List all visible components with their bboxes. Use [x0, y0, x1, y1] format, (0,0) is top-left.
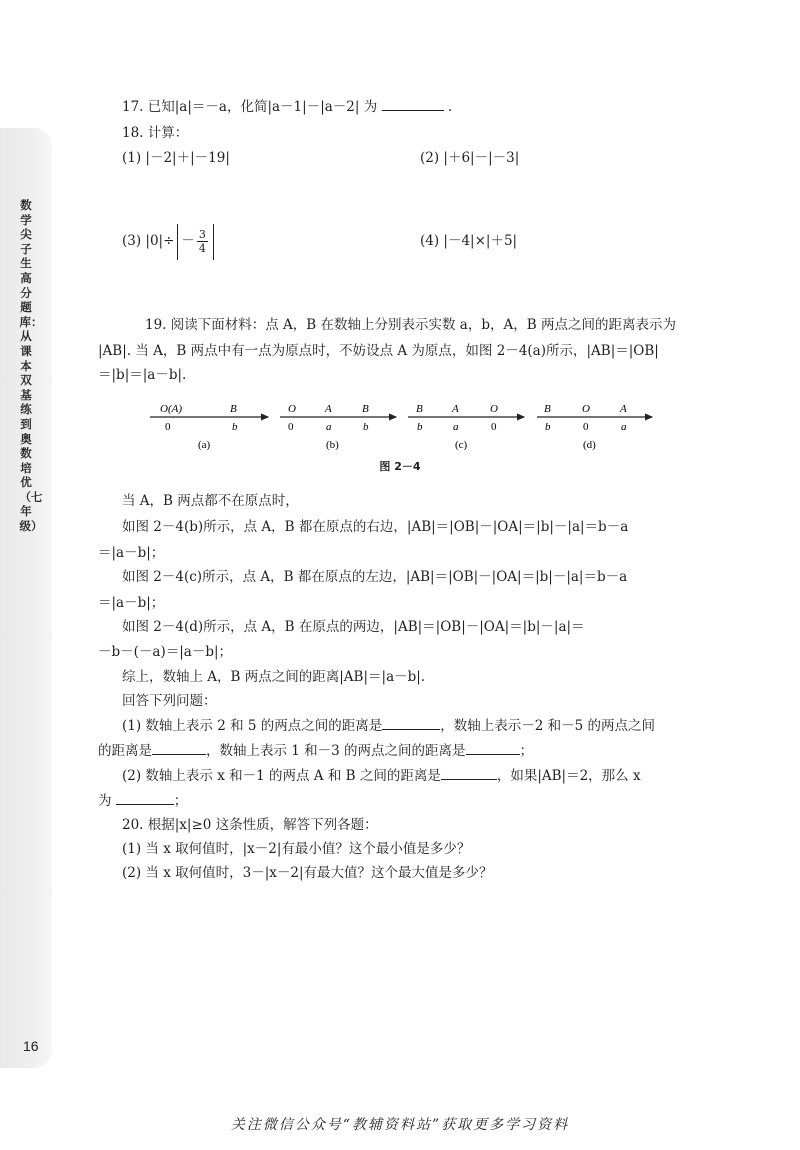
panel-label: (a)	[198, 439, 211, 451]
point-label: O	[490, 403, 498, 415]
point-label: A	[452, 403, 459, 415]
q19-answer-1-line2: 的距离是 ，数轴上表示 1 和－3 的两点之间的距离是 ；	[98, 743, 534, 759]
q19-line7: 如图 2－4(c)所示，点 A，B 都在原点的左边，|AB|＝|OB|－|OA|＝|b|－|a|＝b－a	[122, 569, 628, 585]
sidebar-book-title: 数学尖子生高分题库：从课本双基练到奥数培优（七年级）	[19, 198, 43, 534]
q19-intro-line3: ＝|b|＝|a－b|.	[98, 367, 187, 383]
value-label: b	[363, 421, 369, 433]
q19-summary: 综上，数轴上 A，B 两点之间的距离|AB|＝|a－b|.	[122, 669, 426, 685]
point-label: O	[582, 403, 590, 415]
point-label: A	[620, 403, 627, 415]
value-label: a	[453, 421, 459, 433]
answer-blank	[441, 767, 497, 780]
value-label: b	[232, 421, 238, 433]
value-label: 0	[583, 421, 589, 433]
q19-line5: 如图 2－4(b)所示，点 A，B 都在原点的右边，|AB|＝|OB|－|OA|＝|b|－|a|＝b－a	[122, 519, 629, 535]
q19-answer-2-line2: 为 ；	[98, 793, 188, 809]
point-label: O	[288, 403, 296, 415]
q20-part-2: (2) 当 x 取何值时，3－|x－2|有最大值？这个最大值是多少？	[122, 865, 493, 881]
q19-intro-line2: |AB|. 当 A，B 两点中有一点为原点时，不妨设点 A 为原点，如图 2－4(a)所示，|AB|＝|OB|	[98, 343, 659, 359]
q20-part-1: (1) 当 x 取何值时，|x－2|有最小值？这个最小值是多少？	[122, 841, 471, 857]
q19-answer-1-line1: (1) 数轴上表示 2 和 5 的两点之间的距离是 ，数轴上表示－2 和－5 的两点之间	[122, 718, 656, 734]
number-line-figure	[0, 398, 800, 458]
number-line-c	[408, 403, 524, 451]
value-label: b	[417, 421, 423, 433]
point-label: B	[416, 403, 423, 415]
q18-part-3: (3) |0|÷ － $\frac{3}{4}$	[122, 222, 217, 260]
q19-line4: 当 A，B 两点都不在原点时，	[122, 493, 299, 509]
q19-answer-2-line1: (2) 数轴上表示 x 和－1 的两点 A 和 B 之间的距离是 ，如果|AB|＝2，那么 x	[122, 768, 641, 784]
number-line-b	[280, 403, 396, 451]
q19-line9: 如图 2－4(d)所示，点 A，B 在原点的两边，|AB|＝|OB|－|OA|＝|b|－|a|＝	[122, 619, 585, 635]
q19-line10: －b－(－a)＝|a－b|；	[98, 644, 233, 660]
page-number: 16	[23, 1038, 39, 1054]
point-label: B	[230, 403, 237, 415]
value-label: a	[621, 421, 627, 433]
answer-blank	[152, 742, 206, 755]
q18-part-2: (2) |＋6|－|－3|	[420, 150, 520, 166]
point-label: B	[544, 403, 551, 415]
number-line-a	[150, 403, 268, 451]
answer-blank	[116, 792, 174, 805]
point-label: A	[325, 403, 332, 415]
question-20: 20. 根据|x|≥0 这条性质，解答下列各题：	[122, 817, 378, 833]
q19-intro-line1: 19. 阅读下面材料：点 A，B 在数轴上分别表示实数 a，b，A，B 两点之间的距离表示为	[145, 317, 676, 333]
number-line-d	[537, 403, 652, 451]
answer-blank	[382, 98, 444, 111]
value-label: 0	[288, 421, 294, 433]
point-label: B	[362, 403, 369, 415]
q18-part-4: (4) |－4|×|＋5|	[420, 233, 518, 249]
q19-line8: ＝|a－b|；	[98, 595, 165, 611]
value-label: 0	[491, 421, 497, 433]
q18-part-1: (1) |－2|＋|－19|	[122, 150, 230, 166]
panel-label: (d)	[583, 439, 596, 451]
panel-label: (b)	[326, 439, 339, 451]
footer-watermark: 关注微信公众号“教辅资料站”获取更多学习资料	[230, 1117, 570, 1133]
answer-blank	[466, 742, 520, 755]
value-label: b	[545, 421, 551, 433]
value-label: 0	[165, 421, 171, 433]
q19-prompt: 回答下列问题：	[122, 693, 217, 709]
figure-caption: 图 2－4	[379, 460, 421, 473]
panel-label: (c)	[455, 439, 468, 451]
question-18-title: 18. 计算：	[122, 125, 189, 141]
q19-line6: ＝|a－b|；	[98, 545, 165, 561]
fraction: $\frac{3}{4}$	[198, 228, 206, 255]
answer-blank	[382, 717, 440, 730]
point-label: O(A)	[160, 403, 182, 415]
value-label: a	[326, 421, 332, 433]
question-17: 17. 已知|a|＝－a，化简|a－1|－|a－2| 为 .	[122, 99, 453, 115]
